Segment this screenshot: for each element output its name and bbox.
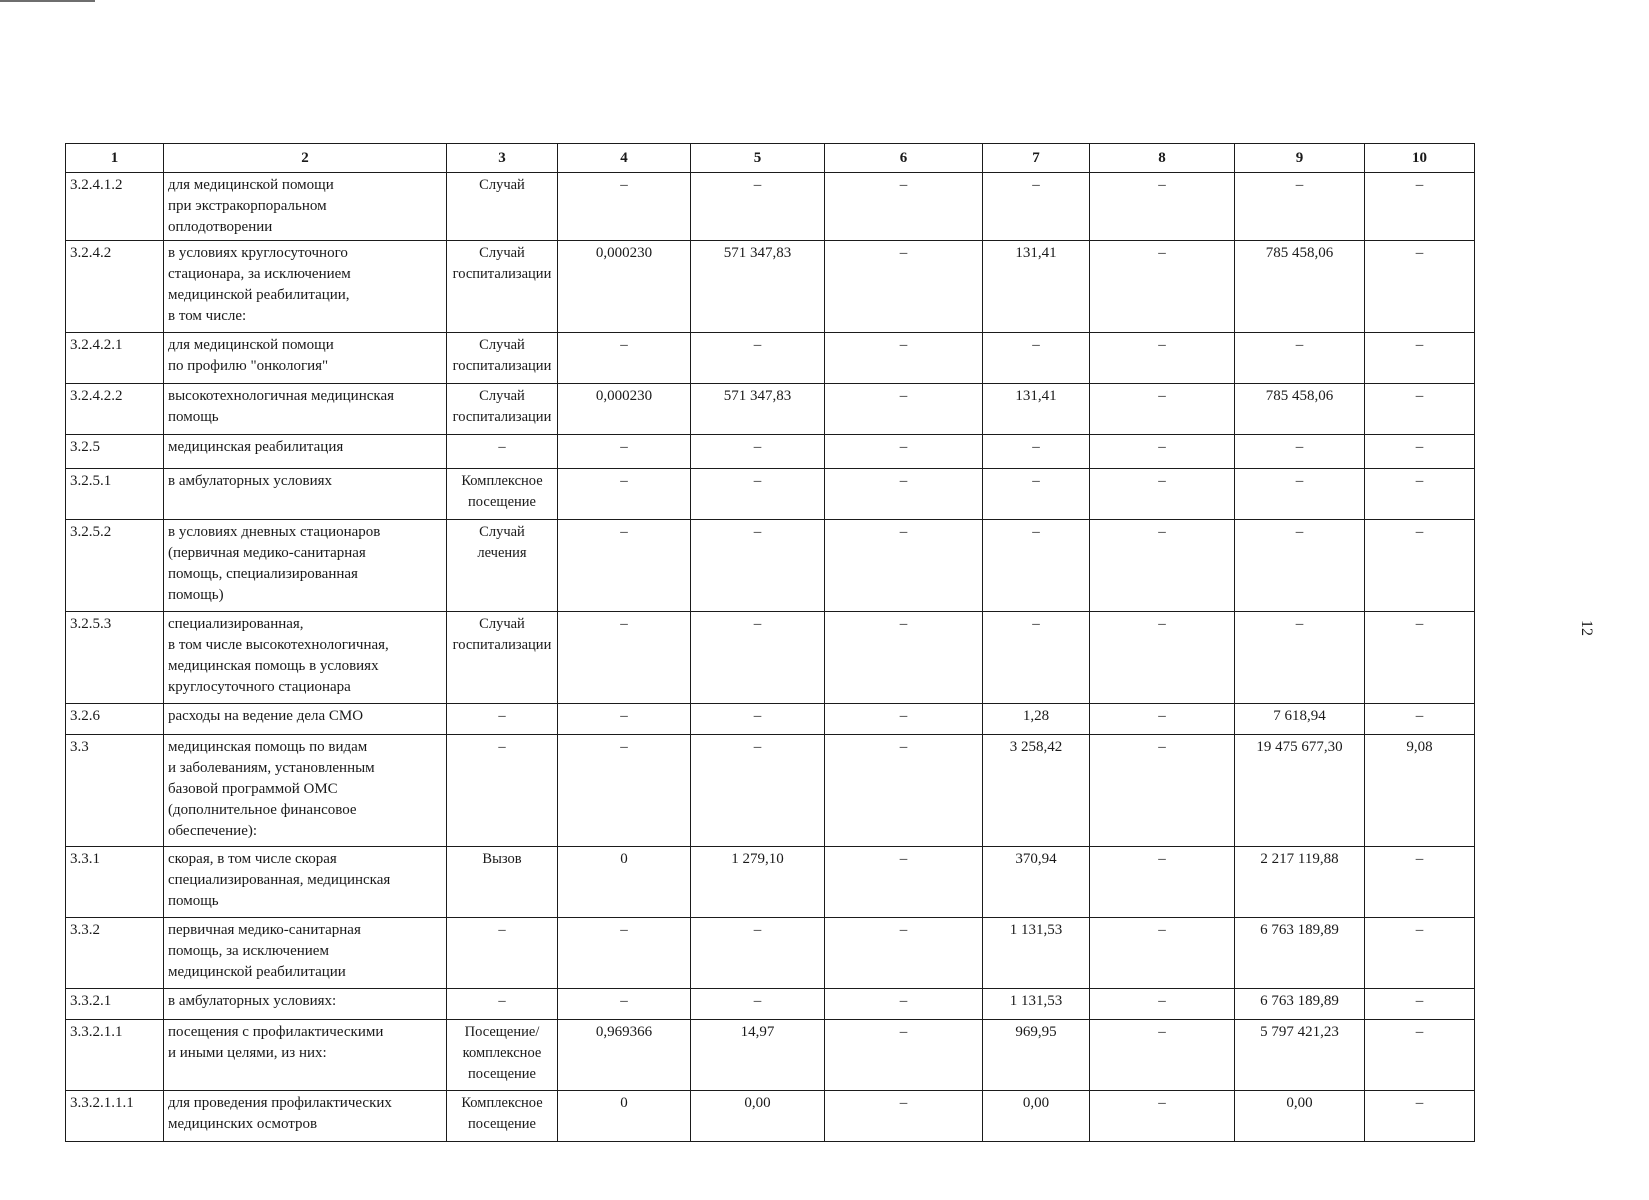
row-code-cell: 3.3.2 <box>66 918 164 989</box>
row-col5-cell: – <box>691 435 825 469</box>
row-unit-cell: Посещение/ комплексное посещение <box>447 1020 558 1091</box>
row-unit-cell: Случай госпитализации <box>447 333 558 384</box>
row-col9-cell: 19 475 677,30 <box>1235 735 1365 847</box>
row-code-cell: 3.3 <box>66 735 164 847</box>
row-col6-cell: – <box>825 735 983 847</box>
row-col5-cell: 0,00 <box>691 1091 825 1142</box>
row-col7-cell: 1,28 <box>983 704 1090 735</box>
row-col5-cell: – <box>691 173 825 241</box>
row-col10-cell: – <box>1365 241 1475 333</box>
row-col4-cell: – <box>558 435 691 469</box>
table-row <box>66 704 1475 735</box>
row-col5-cell: – <box>691 469 825 520</box>
row-col9-cell: 785 458,06 <box>1235 384 1365 435</box>
table-row <box>66 989 1475 1020</box>
table-row <box>66 1091 1475 1142</box>
row-unit-cell: Случай госпитализации <box>447 384 558 435</box>
row-code-cell: 3.3.1 <box>66 847 164 918</box>
row-unit-cell: Случай госпитализации <box>447 241 558 333</box>
row-col5-cell: – <box>691 333 825 384</box>
row-code-cell: 3.3.2.1.1.1 <box>66 1091 164 1142</box>
row-col5-cell: 571 347,83 <box>691 384 825 435</box>
row-unit-cell: – <box>447 989 558 1020</box>
row-col10-cell: – <box>1365 435 1475 469</box>
row-col9-cell: 5 797 421,23 <box>1235 1020 1365 1091</box>
row-name-cell: специализированная, в том числе высокотехнологичная, медицинская помощь в условиях круглосуточного стационара <box>164 612 447 704</box>
page-number: 12 <box>1578 620 1595 636</box>
row-unit-cell: – <box>447 918 558 989</box>
row-col9-cell: 7 618,94 <box>1235 704 1365 735</box>
row-name-cell: в условиях дневных стационаров (первичная медико-санитарная помощь, специализированная помощь) <box>164 520 447 612</box>
row-col10-cell: – <box>1365 333 1475 384</box>
row-unit-cell: Вызов <box>447 847 558 918</box>
row-name-cell: для проведения профилактических медицинских осмотров <box>164 1091 447 1142</box>
row-col9-cell: – <box>1235 333 1365 384</box>
table-header-row <box>66 144 1475 173</box>
row-code-cell: 3.2.4.2.1 <box>66 333 164 384</box>
table-row <box>66 435 1475 469</box>
row-col4-cell: – <box>558 333 691 384</box>
row-col6-cell: – <box>825 520 983 612</box>
table-row <box>66 469 1475 520</box>
row-unit-cell: Комплексное посещение <box>447 1091 558 1142</box>
row-col10-cell: – <box>1365 520 1475 612</box>
row-col5-cell: – <box>691 989 825 1020</box>
row-col7-cell: 131,41 <box>983 241 1090 333</box>
row-col5-cell: 1 279,10 <box>691 847 825 918</box>
row-unit-cell: Комплексное посещение <box>447 469 558 520</box>
row-col4-cell: – <box>558 989 691 1020</box>
row-col10-cell: – <box>1365 847 1475 918</box>
row-col6-cell: – <box>825 1020 983 1091</box>
table-row <box>66 735 1475 847</box>
row-col10-cell: – <box>1365 918 1475 989</box>
row-name-cell: медицинская помощь по видам и заболеваниям, установленным базовой программой ОМС (дополнительное финансовое обеспечение): <box>164 735 447 847</box>
row-name-cell: скорая, в том числе скорая специализированная, медицинская помощь <box>164 847 447 918</box>
row-col8-cell: – <box>1090 435 1235 469</box>
table-row <box>66 384 1475 435</box>
row-col9-cell: – <box>1235 173 1365 241</box>
row-col6-cell: – <box>825 612 983 704</box>
row-col8-cell: – <box>1090 384 1235 435</box>
row-col10-cell: – <box>1365 1020 1475 1091</box>
table-row <box>66 520 1475 612</box>
row-col5-cell: – <box>691 520 825 612</box>
header-cell: 1 <box>66 144 164 173</box>
row-col7-cell: – <box>983 520 1090 612</box>
row-col4-cell: – <box>558 612 691 704</box>
row-col7-cell: 969,95 <box>983 1020 1090 1091</box>
row-col9-cell: 785 458,06 <box>1235 241 1365 333</box>
financing-table <box>65 143 1475 1142</box>
row-col6-cell: – <box>825 918 983 989</box>
row-col8-cell: – <box>1090 989 1235 1020</box>
row-col9-cell: – <box>1235 435 1365 469</box>
row-col4-cell: 0,000230 <box>558 384 691 435</box>
row-col8-cell: – <box>1090 918 1235 989</box>
row-unit-cell: – <box>447 704 558 735</box>
scan-edge-mark <box>0 0 95 2</box>
row-unit-cell: Случай <box>447 173 558 241</box>
row-code-cell: 3.2.5.1 <box>66 469 164 520</box>
row-code-cell: 3.2.4.1.2 <box>66 173 164 241</box>
row-col8-cell: – <box>1090 847 1235 918</box>
row-col6-cell: – <box>825 173 983 241</box>
row-col5-cell: – <box>691 704 825 735</box>
row-name-cell: медицинская реабилитация <box>164 435 447 469</box>
row-col9-cell: – <box>1235 520 1365 612</box>
row-col5-cell: – <box>691 612 825 704</box>
row-name-cell: для медицинской помощи при экстракорпоральном оплодотворении <box>164 173 447 241</box>
row-col4-cell: – <box>558 918 691 989</box>
row-col9-cell: 6 763 189,89 <box>1235 989 1365 1020</box>
row-col8-cell: – <box>1090 173 1235 241</box>
row-col10-cell: – <box>1365 469 1475 520</box>
financing-table-container <box>65 143 1475 1142</box>
row-name-cell: в условиях круглосуточного стационара, за исключением медицинской реабилитации, в том числе: <box>164 241 447 333</box>
header-cell: 9 <box>1235 144 1365 173</box>
row-col7-cell: 1 131,53 <box>983 918 1090 989</box>
row-col4-cell: – <box>558 520 691 612</box>
row-col7-cell: – <box>983 612 1090 704</box>
row-col7-cell: 131,41 <box>983 384 1090 435</box>
row-col8-cell: – <box>1090 612 1235 704</box>
row-name-cell: в амбулаторных условиях: <box>164 989 447 1020</box>
table-row <box>66 612 1475 704</box>
header-cell: 5 <box>691 144 825 173</box>
row-col8-cell: – <box>1090 735 1235 847</box>
row-col7-cell: 370,94 <box>983 847 1090 918</box>
row-col4-cell: 0,000230 <box>558 241 691 333</box>
row-col6-cell: – <box>825 704 983 735</box>
row-col10-cell: – <box>1365 1091 1475 1142</box>
table-row <box>66 333 1475 384</box>
row-name-cell: посещения с профилактическими и иными целями, из них: <box>164 1020 447 1091</box>
row-col7-cell: – <box>983 469 1090 520</box>
row-col8-cell: – <box>1090 520 1235 612</box>
row-unit-cell: Случай лечения <box>447 520 558 612</box>
header-cell: 6 <box>825 144 983 173</box>
row-name-cell: в амбулаторных условиях <box>164 469 447 520</box>
row-col8-cell: – <box>1090 704 1235 735</box>
row-col6-cell: – <box>825 241 983 333</box>
row-col5-cell: – <box>691 918 825 989</box>
row-col7-cell: 0,00 <box>983 1091 1090 1142</box>
header-cell: 8 <box>1090 144 1235 173</box>
table-row <box>66 1020 1475 1091</box>
row-col4-cell: 0 <box>558 1091 691 1142</box>
row-col9-cell: 0,00 <box>1235 1091 1365 1142</box>
row-col7-cell: – <box>983 173 1090 241</box>
row-col9-cell: 2 217 119,88 <box>1235 847 1365 918</box>
row-code-cell: 3.2.5.3 <box>66 612 164 704</box>
row-col10-cell: – <box>1365 612 1475 704</box>
table-row <box>66 847 1475 918</box>
header-cell: 2 <box>164 144 447 173</box>
row-col10-cell: – <box>1365 384 1475 435</box>
row-col6-cell: – <box>825 384 983 435</box>
header-cell: 7 <box>983 144 1090 173</box>
table-row <box>66 241 1475 333</box>
header-cell: 3 <box>447 144 558 173</box>
row-code-cell: 3.3.2.1 <box>66 989 164 1020</box>
row-code-cell: 3.2.5.2 <box>66 520 164 612</box>
row-col7-cell: – <box>983 333 1090 384</box>
table-row <box>66 918 1475 989</box>
row-col4-cell: 0,969366 <box>558 1020 691 1091</box>
row-code-cell: 3.3.2.1.1 <box>66 1020 164 1091</box>
row-name-cell: для медицинской помощи по профилю "онкология" <box>164 333 447 384</box>
row-col8-cell: – <box>1090 333 1235 384</box>
row-unit-cell: – <box>447 435 558 469</box>
row-col10-cell: 9,08 <box>1365 735 1475 847</box>
row-col8-cell: – <box>1090 1020 1235 1091</box>
row-col4-cell: – <box>558 704 691 735</box>
table-row <box>66 173 1475 241</box>
table-body <box>66 144 1475 1142</box>
row-col8-cell: – <box>1090 1091 1235 1142</box>
row-col6-cell: – <box>825 333 983 384</box>
row-col8-cell: – <box>1090 241 1235 333</box>
row-col5-cell: 14,97 <box>691 1020 825 1091</box>
row-col4-cell: – <box>558 173 691 241</box>
row-name-cell: высокотехнологичная медицинская помощь <box>164 384 447 435</box>
row-col6-cell: – <box>825 469 983 520</box>
row-col8-cell: – <box>1090 469 1235 520</box>
row-col10-cell: – <box>1365 989 1475 1020</box>
row-col7-cell: – <box>983 435 1090 469</box>
row-code-cell: 3.2.4.2 <box>66 241 164 333</box>
row-unit-cell: Случай госпитализации <box>447 612 558 704</box>
row-col10-cell: – <box>1365 704 1475 735</box>
header-cell: 10 <box>1365 144 1475 173</box>
row-col10-cell: – <box>1365 173 1475 241</box>
row-col5-cell: 571 347,83 <box>691 241 825 333</box>
row-col4-cell: – <box>558 735 691 847</box>
row-name-cell: расходы на ведение дела СМО <box>164 704 447 735</box>
row-col4-cell: 0 <box>558 847 691 918</box>
header-cell: 4 <box>558 144 691 173</box>
row-col6-cell: – <box>825 1091 983 1142</box>
row-col7-cell: 3 258,42 <box>983 735 1090 847</box>
row-code-cell: 3.2.4.2.2 <box>66 384 164 435</box>
row-col6-cell: – <box>825 847 983 918</box>
row-col6-cell: – <box>825 989 983 1020</box>
row-name-cell: первичная медико-санитарная помощь, за исключением медицинской реабилитации <box>164 918 447 989</box>
row-col5-cell: – <box>691 735 825 847</box>
row-unit-cell: – <box>447 735 558 847</box>
row-col7-cell: 1 131,53 <box>983 989 1090 1020</box>
row-col9-cell: 6 763 189,89 <box>1235 918 1365 989</box>
row-code-cell: 3.2.5 <box>66 435 164 469</box>
row-col9-cell: – <box>1235 612 1365 704</box>
row-col4-cell: – <box>558 469 691 520</box>
row-col6-cell: – <box>825 435 983 469</box>
row-col9-cell: – <box>1235 469 1365 520</box>
row-code-cell: 3.2.6 <box>66 704 164 735</box>
